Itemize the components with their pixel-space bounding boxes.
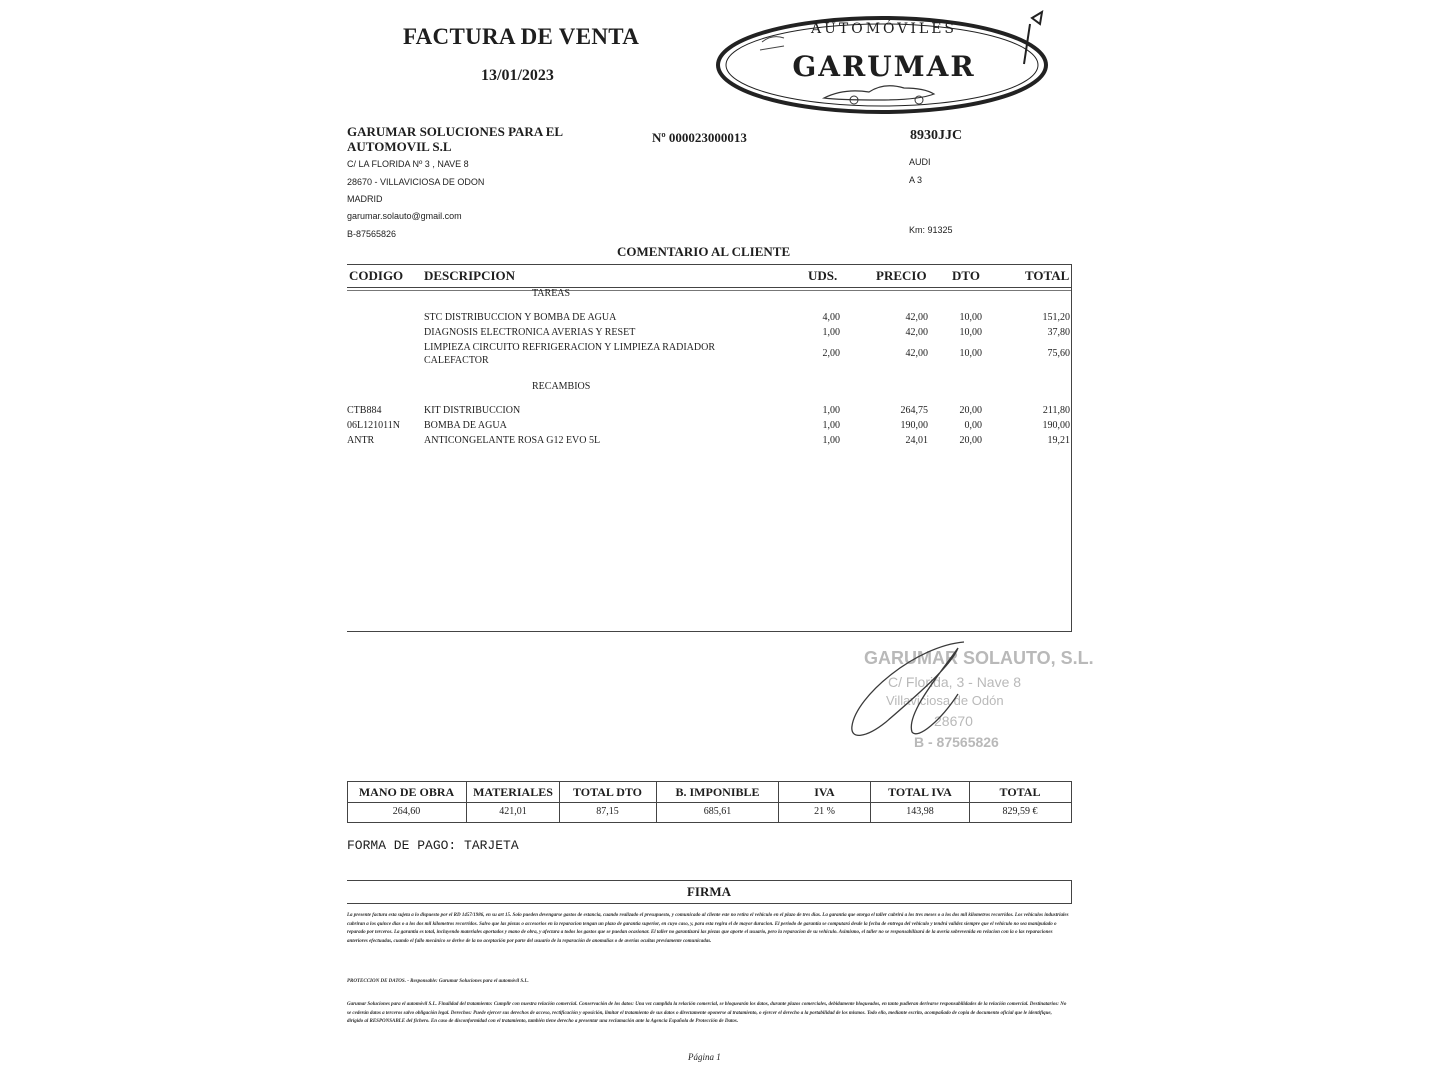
vat-value: 21 %: [814, 806, 835, 817]
invoice-date: 13/01/2023: [481, 67, 554, 84]
legal-conditions: La presente factura esta sujeta a lo dispuesto por el RD 1457/1986, en su art 15. Solo pueden devengarse gastos de estancia, cuando realizado el presupuesto, y comunicado al cliente este no retira el vehiculo en el plazo de tres dias. La garantia que otorga el taller cubrirá a los tres meses o a los dos mil kilometros recorridos. Los vehiculos industriales cubriran a los quince dias o a los dos mil kilometros recorridos. Salvo que las piezas o accesorios en la reparacion tengan un plazo de garantia superior, en cuyo caso, y, para esta regira el de mayor duracion. El periodo de garantia se computará desde la fecha de entrega del vehiculo y tendrá validez siempre que el vehiculo no sea manipulado o reparado por terceros. La garantia es total, incluyendo materiales aportados y mano de obra, y afectara a todos los gastos que se puedan ocasionar. El taller no garantizará las piezas que aporte el usuario, pero la reparacion de su vehiculo. Asimismo, el taller no se responsabilizará de la avería sobrevenida en relacion con la o las reparaciones anteriores efectuadas, cuando el fallo mecánico se derive de la no aceptación por parte del usuario de la reparación de anomalías o de averías ocultas previamente comunicadas.: [347, 913, 1069, 944]
stamp-line5: B - 87565826: [914, 734, 999, 750]
vat-total-label: TOTAL IVA: [888, 785, 952, 799]
row-units: 2,00: [822, 348, 840, 359]
stamp-line4: 28670: [934, 713, 973, 729]
client-comment-title: COMENTARIO AL CLIENTE: [617, 244, 791, 259]
company-address: C/ LA FLORIDA Nº 3 , NAVE 8: [347, 159, 469, 169]
vat-label: IVA: [814, 785, 835, 799]
row-description: STC DISTRIBUCCION Y BOMBA DE AGUA: [424, 312, 617, 323]
row-code: 06L121011N: [347, 420, 400, 431]
labour-value: 264,60: [392, 806, 421, 817]
row-total: 190,00: [1042, 420, 1070, 431]
vehicle-plate: 8930JJC: [910, 128, 963, 143]
row-discount: 20,00: [959, 435, 982, 446]
materials-label: MATERIALES: [473, 785, 553, 799]
company-region: MADRID: [347, 194, 383, 204]
row-price: 42,00: [905, 348, 928, 359]
company-city: 28670 - VILLAVICIOSA DE ODON: [347, 177, 485, 187]
company-name-line1: GARUMAR SOLUCIONES PARA EL: [347, 124, 564, 139]
materials-value: 421,01: [499, 806, 527, 817]
row-description-cont: CALEFACTOR: [424, 355, 489, 366]
stamp-line2: C/ Florida, 3 - Nave 8: [888, 674, 1022, 690]
row-description: DIAGNOSIS ELECTRONICA AVERIAS Y RESET: [424, 327, 636, 338]
row-discount: 10,00: [959, 327, 982, 338]
vehicle-km: Km: 91325: [909, 225, 953, 235]
col-total: TOTAL: [1025, 268, 1070, 283]
logo-main-text: GARUMAR: [792, 50, 976, 83]
labour-label: MANO DE OBRA: [358, 785, 455, 799]
row-code: CTB884: [347, 405, 382, 416]
signature-icon: [846, 636, 1056, 756]
row-total: 37,80: [1047, 327, 1070, 338]
row-price: 24,01: [905, 435, 928, 446]
col-units: UDS.: [808, 268, 838, 283]
totals-vat-cell: [778, 782, 870, 822]
row-code: ANTR: [347, 435, 375, 446]
logo-top-text: AUTOMÓVILES: [810, 21, 958, 37]
row-description: ANTICONGELANTE ROSA G12 EVO 5L: [424, 435, 601, 446]
totals-base-cell: [656, 782, 778, 822]
invoice-number: Nº 000023000013: [652, 130, 747, 145]
discount-label: TOTAL DTO: [572, 785, 643, 799]
row-total: 19,21: [1047, 435, 1070, 446]
company-email: garumar.solauto@gmail.com: [347, 211, 462, 221]
row-description: KIT DISTRIBUCCION: [424, 405, 521, 416]
row-units: 1,00: [822, 327, 840, 338]
totals-table: [347, 781, 1072, 823]
page-number: Página 1: [688, 1052, 721, 1062]
section-parts: RECAMBIOS: [532, 381, 591, 392]
garumar-logo: [714, 10, 1054, 118]
col-price: PRECIO: [876, 268, 927, 283]
row-description: LIMPIEZA CIRCUITO REFRIGERACION Y LIMPIEZA RADIADOR: [424, 342, 716, 353]
totals-discount-cell: [559, 782, 655, 822]
data-protection-title: PROTECCION DE DATOS. - Responsable: Garumar Soluciones para el automóvil S.L.: [347, 979, 529, 984]
row-units: 1,00: [822, 435, 840, 446]
row-description: BOMBA DE AGUA: [424, 420, 507, 431]
base-label: B. IMPONIBLE: [675, 785, 760, 799]
row-units: 1,00: [822, 420, 840, 431]
row-price: 42,00: [905, 327, 928, 338]
company-stamp: [846, 636, 1094, 756]
discount-value: 87,15: [596, 806, 619, 817]
data-protection-text: Garumar Soluciones para el automóvil S.L. Finalidad del tratamiento: Cumplir con nuestra relación comercial. Conservación de los datos: Una vez cumplida la relación comercial, se bloquearán los datos, durante plazos comerciales, debidamente bloqueados, en tanto pudieran derivarse responsabilidades de la relación comercial. Destinatarios: No se cederán datos a terceros salvo obligación legal. Derechos: Puede ejercer sus derechos de acceso, rectificación y oposición, limitar el tratamiento de sus datos o directamente oponerse al tratamiento, o ejercer el derecho a la portabilidad de los mismos. Todo ello, mediante escrito, acompañado de copia de documento oficial que le identifique, dirigido al RESPONSABLE del fichero. En caso de disconformidad con el tratamiento, también tiene derecho a presentar una reclamación ante la Agencia Española de Protección de Datos.: [347, 1002, 1067, 1024]
row-discount: 0,00: [964, 420, 982, 431]
vat-total-value: 143,98: [906, 806, 934, 817]
col-discount: DTO: [952, 268, 980, 283]
signature-label: FIRMA: [686, 884, 732, 899]
row-price: 264,75: [900, 405, 928, 416]
col-code: CODIGO: [349, 268, 404, 283]
row-units: 1,00: [822, 405, 840, 416]
col-description: DESCRIPCION: [424, 268, 516, 283]
row-discount: 20,00: [959, 405, 982, 416]
totals-total-cell: [969, 782, 1070, 822]
section-tasks: TAREAS: [532, 288, 571, 299]
company-cif: B-87565826: [347, 229, 397, 239]
signature-box: [347, 880, 1072, 904]
row-units: 4,00: [822, 312, 840, 323]
stamp-line3: Villaviciosa de Odón: [886, 693, 1004, 708]
company-name-line2: AUTOMOVIL S.L: [347, 139, 452, 154]
stamp-line1: GARUMAR SOLAUTO, S.L.: [864, 648, 1094, 668]
totals-vat-total-cell: [870, 782, 969, 822]
vehicle-make: AUDI: [909, 157, 931, 167]
base-value: 685,61: [703, 806, 732, 817]
vehicle-model: A 3: [909, 175, 923, 185]
payment-method: FORMA DE PAGO: TARJETA: [347, 838, 519, 853]
grand-total-label: TOTAL: [999, 785, 1041, 799]
row-discount: 10,00: [959, 312, 982, 323]
row-discount: 10,00: [959, 348, 982, 359]
invoice-title: FACTURA DE VENTA: [403, 24, 640, 49]
row-total: 151,20: [1042, 312, 1070, 323]
row-price: 190,00: [900, 420, 928, 431]
grand-total-value: 829,59 €: [1002, 806, 1038, 817]
totals-labour-cell: [347, 782, 465, 822]
row-total: 211,80: [1042, 405, 1070, 416]
row-price: 42,00: [905, 312, 928, 323]
totals-materials-cell: [466, 782, 559, 822]
row-total: 75,60: [1047, 348, 1070, 359]
